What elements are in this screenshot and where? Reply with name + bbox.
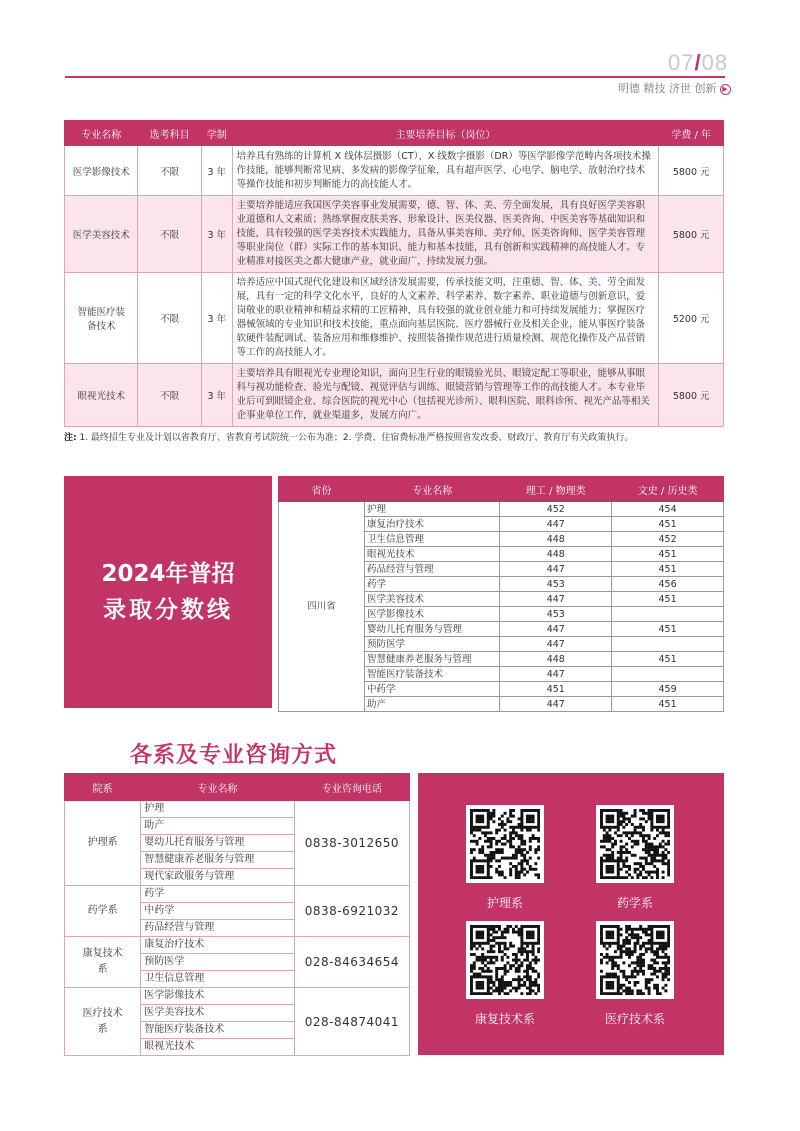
score-science: 452 — [500, 502, 612, 517]
page-current: 07 — [668, 50, 695, 75]
score-title — [64, 556, 272, 628]
contact-major: 助产 — [141, 818, 294, 835]
score-arts: 454 — [612, 502, 724, 517]
score-arts — [612, 637, 724, 652]
score-science: 447 — [500, 592, 612, 607]
dept-cell: 医疗技术系 — [65, 988, 141, 1056]
page-next: 08 — [701, 50, 729, 75]
score-science: 447 — [500, 622, 612, 637]
score-major: 预防医学 — [365, 637, 500, 652]
col-header-major: 专业名称 — [365, 477, 500, 502]
score-science: 447 — [500, 637, 612, 652]
major-fee: 5200 元 — [659, 273, 724, 364]
province-cell: 四川省 — [279, 502, 365, 712]
score-arts — [612, 667, 724, 682]
col-header-dept: 院系 — [65, 774, 141, 801]
major-years: 3 年 — [201, 146, 232, 196]
score-science: 453 — [500, 607, 612, 622]
major-fee: 5800 元 — [659, 146, 724, 196]
score-science: 448 — [500, 652, 612, 667]
col-header-arts: 文史 / 历史类 — [612, 477, 724, 502]
col-header-phone: 专业咨询电话 — [294, 774, 409, 801]
score-row — [279, 502, 724, 517]
score-arts: 451 — [612, 697, 724, 712]
contact-row — [65, 988, 410, 1005]
contact-major: 药品经营与管理 — [141, 920, 294, 937]
contact-row — [65, 937, 410, 954]
score-arts: 456 — [612, 577, 724, 592]
score-major: 中药学 — [365, 682, 500, 697]
table-row — [65, 364, 724, 427]
contact-major: 预防医学 — [141, 954, 294, 971]
major-subject: 不限 — [138, 364, 201, 427]
major-fee: 5800 元 — [659, 364, 724, 427]
score-major: 智能医疗装备技术 — [365, 667, 500, 682]
col-header-subject: 选考科目 — [138, 121, 201, 146]
score-science: 447 — [500, 517, 612, 532]
phone-cell[interactable]: 0838-3012650 — [294, 801, 409, 886]
qr-panel — [418, 773, 724, 1055]
phone-cell[interactable]: 0838-6921032 — [294, 886, 409, 937]
major-goal: 培养具有熟练的计算机 X 线体层摄影（CT）、X 线数字摄影（DR）等医学影像学范畴内各项技术操作技能，能够判断常见病、多发病的影像学征象，具有超声医学、心电学、脑电学、放射治疗技术等操作技能和初步判断能力的高技能人才。 — [232, 146, 659, 196]
contact-table — [64, 773, 410, 1056]
phone-cell[interactable]: 028-84634654 — [294, 937, 409, 988]
page-separator: / — [694, 50, 702, 75]
qr-label: 药学系 — [616, 896, 653, 910]
score-science: 447 — [500, 562, 612, 577]
col-header-science: 理工 / 物理类 — [500, 477, 612, 502]
contact-major: 医学影像技术 — [141, 988, 294, 1005]
score-header-row — [279, 477, 724, 502]
contact-major: 中药学 — [141, 903, 294, 920]
dept-cell: 康复技术系 — [65, 937, 141, 988]
contact-major: 现代家政服务与管理 — [141, 869, 294, 886]
motto-text: 明德 精技 济世 创新 — [618, 82, 717, 95]
score-major: 眼视光技术 — [365, 547, 500, 562]
major-goal: 主要培养具有眼视光专业理论知识，面向卫生行业的眼镜验光员、眼镜定配工等职业，能够从事眼科与视功能检查、验光与配镜、视觉评估与训练、眼镜营销与管理等工作的高技能人才。本专业毕业后可到眼镜企业、综合医院的视光中心（包括视光诊所）、眼科医院、眼科诊所、视光产品等相关企事业单位工作，就业渠道多，发展方向广。 — [232, 364, 659, 427]
contact-major: 医学美容技术 — [141, 1005, 294, 1022]
footnote — [64, 430, 633, 443]
score-arts: 452 — [612, 532, 724, 547]
contact-major: 智能医疗装备技术 — [141, 1022, 294, 1039]
score-arts: 451 — [612, 622, 724, 637]
score-title-line1: 2024年普招 — [101, 561, 235, 587]
score-major: 卫生信息管理 — [365, 532, 500, 547]
score-arts: 451 — [612, 652, 724, 667]
col-header-goal: 主要培养目标（岗位） — [232, 121, 659, 146]
table-row — [65, 196, 724, 273]
score-major: 婴幼儿托育服务与管理 — [365, 622, 500, 637]
score-arts: 451 — [612, 547, 724, 562]
contact-row — [65, 886, 410, 903]
score-arts: 451 — [612, 517, 724, 532]
contact-row — [65, 801, 410, 818]
table-row — [65, 146, 724, 196]
qr-pattern — [600, 809, 670, 879]
motto — [618, 80, 731, 96]
score-arts: 451 — [612, 592, 724, 607]
score-science: 447 — [500, 667, 612, 682]
contact-major: 眼视光技术 — [141, 1039, 294, 1056]
score-arts: 451 — [612, 562, 724, 577]
qr-code-icon[interactable] — [466, 805, 544, 883]
majors-header-row — [65, 121, 724, 146]
qr-code-icon[interactable] — [596, 805, 674, 883]
majors-table — [64, 120, 724, 427]
major-subject: 不限 — [138, 196, 201, 273]
contact-title: 各系及专业咨询方式 — [130, 743, 338, 768]
page-number — [668, 50, 728, 76]
dept-cell: 护理系 — [65, 801, 141, 886]
major-years: 3 年 — [201, 364, 232, 427]
score-major: 康复治疗技术 — [365, 517, 500, 532]
qr-pattern — [600, 925, 670, 995]
col-header-province: 省份 — [279, 477, 365, 502]
score-title-line2: 录取分数线 — [103, 597, 233, 623]
major-goal: 主要培养能适应我国医学美容事业发展需要，德、智、体、美、劳全面发展，具有良好医学美容职业道德和人文素质；熟练掌握皮肤美容、形象设计、医美仪器、医美咨询、中医美容等基础知识和技能，具有较强的医学美容技术实践能力，具备从事美容师、美疗师、医美咨询师、医学美容管理等职业岗位（群）实际工作的基本知识、能力和基本技能，具有创新和实践精神的高技能人才。专业精准对接医美之都大健康产业，就业面广，持续发展力强。 — [232, 196, 659, 273]
qr-label: 医疗技术系 — [604, 1012, 665, 1026]
major-fee: 5800 元 — [659, 196, 724, 273]
score-major: 智慧健康养老服务与管理 — [365, 652, 500, 667]
contact-major: 婴幼儿托育服务与管理 — [141, 835, 294, 852]
score-table — [278, 476, 724, 712]
dept-cell: 药学系 — [65, 886, 141, 937]
score-major: 护理 — [365, 502, 500, 517]
contact-header-row — [65, 774, 410, 801]
major-name: 眼视光技术 — [65, 364, 138, 427]
score-science: 451 — [500, 682, 612, 697]
contact-major: 护理 — [141, 801, 294, 818]
major-name: 智能医疗装备技术 — [65, 273, 138, 364]
score-major: 医学美容技术 — [365, 592, 500, 607]
score-science: 448 — [500, 547, 612, 562]
qr-pattern — [470, 809, 540, 879]
qr-pattern — [470, 925, 540, 995]
score-arts: 459 — [612, 682, 724, 697]
score-science: 448 — [500, 532, 612, 547]
score-major: 医学影像技术 — [365, 607, 500, 622]
contact-major: 药学 — [141, 886, 294, 903]
header-rule — [65, 76, 725, 78]
arrow-right-icon: ▶ — [720, 84, 731, 95]
score-major: 药学 — [365, 577, 500, 592]
major-subject: 不限 — [138, 146, 201, 196]
score-arts — [612, 607, 724, 622]
major-goal: 培养适应中国式现代化建设和区域经济发展需要，传承技能文明，注重德、智、体、美、劳全面发展，具有一定的科学文化水平，良好的人文素养、科学素养、数字素养、职业道德与创新意识，爱岗敬业的职业精神和精益求精的工匠精神，具有较强的就业创业能力和可持续发展能力；掌握医疗器械领域的专业知识和技术技能，重点面向基层医院、医疗器械行业及相关企业，能从事医疗装备软硬件装配调试、装备应用和维修维护、按照装备操作规范进行质量检测、规范化操作及产品营销等工作的高技能人才。 — [232, 273, 659, 364]
col-header-fee: 学费 / 年 — [659, 121, 724, 146]
col-header-major: 专业名称 — [65, 121, 138, 146]
qr-code-icon[interactable] — [466, 921, 544, 999]
footnote-text: 1. 最终招生专业及计划以省教育厅、省教育考试院统一公布为准；2. 学费、住宿费标准严格按照省发改委、财政厅、教育厅有关政策执行。 — [79, 433, 634, 443]
table-row — [65, 273, 724, 364]
qr-code-icon[interactable] — [596, 921, 674, 999]
qr-label: 康复技术系 — [474, 1012, 535, 1026]
contact-major: 智慧健康养老服务与管理 — [141, 852, 294, 869]
major-name: 医学影像技术 — [65, 146, 138, 196]
footnote-label: 注: — [64, 433, 77, 443]
phone-cell[interactable]: 028-84874041 — [294, 988, 409, 1056]
col-header-major: 专业名称 — [141, 774, 294, 801]
major-years: 3 年 — [201, 273, 232, 364]
qr-label: 护理系 — [486, 896, 523, 910]
score-major: 助产 — [365, 697, 500, 712]
contact-major: 卫生信息管理 — [141, 971, 294, 988]
score-science: 453 — [500, 577, 612, 592]
score-science: 447 — [500, 697, 612, 712]
major-subject: 不限 — [138, 273, 201, 364]
major-years: 3 年 — [201, 196, 232, 273]
major-name: 医学美容技术 — [65, 196, 138, 273]
col-header-years: 学制 — [201, 121, 232, 146]
score-major: 药品经营与管理 — [365, 562, 500, 577]
contact-major: 康复治疗技术 — [141, 937, 294, 954]
